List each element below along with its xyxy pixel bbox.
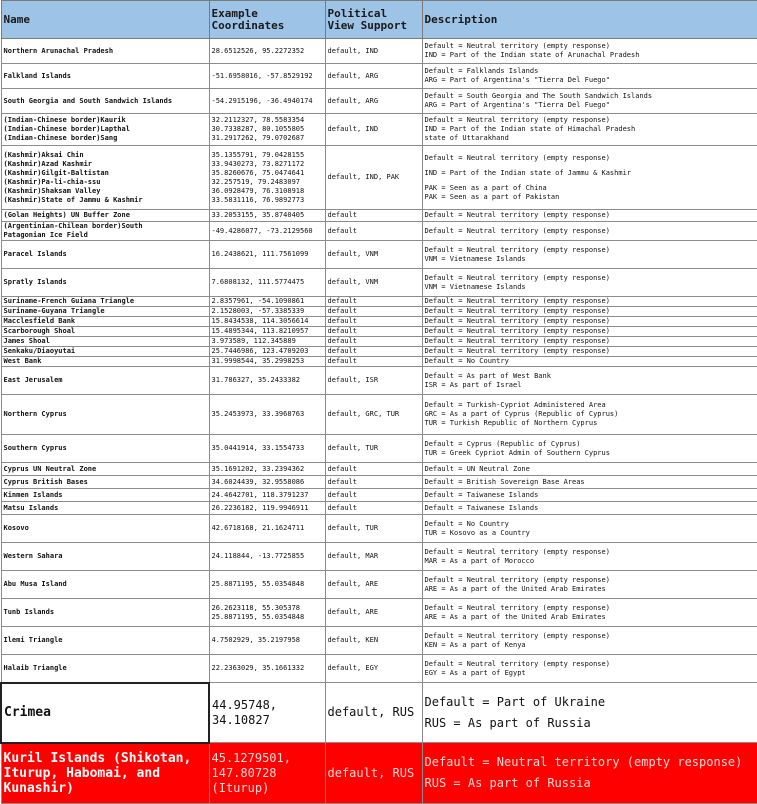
description-line: Default = UN Neutral Zone — [424, 464, 530, 473]
cell-name — [1, 210, 209, 222]
table-row — [1, 307, 757, 317]
cell-description — [422, 347, 757, 357]
description-line: IND = Part of the Indian state of Arunachal Pradesh — [424, 51, 640, 59]
coordinates-line: 42.6718168, 21.1624711 — [211, 524, 305, 532]
table-row — [1, 502, 757, 515]
cell-name — [1, 241, 209, 269]
coordinates-line: 4.7502929, 35.2197958 — [211, 636, 301, 644]
cell-name — [1, 337, 209, 347]
cell-name — [1, 655, 209, 683]
name-line: Falkland Islands — [3, 71, 71, 80]
description-line: Default = Falklands Islands — [424, 67, 539, 75]
description-line: PAK = Seen as a part of Pakistan — [424, 192, 560, 201]
cell-name — [1, 64, 209, 89]
cell-description — [422, 543, 757, 571]
name-line: East Jerusalem — [3, 376, 63, 384]
cell-name — [1, 599, 209, 627]
name-line: (Kashmir)State of Jammu & Kashmir — [3, 195, 143, 204]
cell-description — [422, 571, 757, 599]
name-line: West Bank — [3, 357, 42, 365]
coordinates-line: 25.8871195, 55.0354848 — [211, 612, 305, 621]
table-row — [1, 367, 757, 395]
cell-political-view-support: default, EGY — [325, 655, 422, 683]
cell-coordinates — [209, 743, 325, 804]
cell-name — [1, 357, 209, 367]
description-line: IND = Part of the Indian state of Jammu & Kashmir — [424, 168, 632, 177]
description-line: RUS = As part of Russia — [424, 715, 591, 730]
cell-description — [422, 146, 757, 210]
cell-description — [422, 395, 757, 435]
coordinates-line: 25.7446986, 123.4709203 — [211, 347, 309, 355]
cell-name — [1, 367, 209, 395]
cell-political-view-support: default, ARE — [325, 571, 422, 599]
coordinates-line: 22.2363029, 35.1661332 — [211, 664, 305, 672]
cell-coordinates — [209, 357, 325, 367]
cell-name — [1, 146, 209, 210]
name-line: Macclesfield Bank — [3, 317, 76, 325]
description-line: Default = Neutral territory (empty response) — [424, 755, 743, 769]
name-line: Southern Cyprus — [3, 444, 67, 452]
description-line: ARE = As a part of the United Arab Emirates — [424, 612, 606, 621]
name-line: Northern Arunachal Pradesh — [3, 46, 114, 55]
description-line: KEN = As a part of Kenya — [424, 640, 526, 649]
table-row — [1, 655, 757, 683]
cell-description — [422, 435, 757, 463]
description-line: Default = Taiwanese Islands — [424, 503, 539, 512]
name-line: Suriname-Guyana Triangle — [3, 307, 105, 315]
name-line: (Indian-Chinese border)Lapthal — [3, 125, 130, 133]
cell-political-view-support: default, MAR — [325, 543, 422, 571]
coordinates-line: 25.8871195, 55.0354848 — [211, 580, 305, 588]
description-line: IND = Part of the Indian state of Himachal Pradesh — [424, 125, 636, 133]
header-political-view-support: Political View Support — [325, 1, 422, 39]
name-line: Northern Cyprus — [3, 410, 67, 418]
coordinates-line: 7.6808132, 111.5774475 — [211, 278, 305, 286]
table-row — [1, 571, 757, 599]
cell-coordinates — [209, 489, 325, 502]
description-line: Default = Neutral territory (empty response) — [424, 153, 610, 162]
cell-description — [422, 269, 757, 297]
description-line: VNM = Vietnamese Islands — [424, 254, 526, 263]
cell-name — [1, 683, 209, 743]
description-line: Default = Neutral territory (empty response) — [424, 245, 610, 254]
cell-description — [422, 463, 757, 476]
cell-coordinates — [209, 327, 325, 337]
cell-political-view-support: default, ARG — [325, 89, 422, 114]
coordinates-line: 28.6512526, 95.2272352 — [211, 46, 305, 55]
cell-name — [1, 515, 209, 543]
cell-political-view-support: default — [325, 222, 422, 241]
cell-coordinates — [209, 297, 325, 307]
name-line: Spratly Islands — [3, 278, 67, 286]
name-line: Ilemi Triangle — [3, 636, 63, 644]
description-line: TUR = Turkish Republic of Northern Cyprus — [424, 419, 598, 427]
description-line: Default = British Sovereign Base Areas — [424, 477, 585, 486]
cell-name — [1, 395, 209, 435]
description-line: Default = Neutral territory (empty response) — [424, 116, 610, 124]
description-line: ISR = As part of Israel — [424, 380, 522, 389]
name-line: Cyprus British Bases — [3, 477, 88, 486]
cell-coordinates — [209, 515, 325, 543]
description-line: ARG = Part of Argentina's "Tierra Del Fuego" — [424, 101, 610, 109]
description-line: EGY = As a part of Egypt — [424, 668, 526, 677]
coordinates-line: 31.2917262, 79.0702687 — [211, 134, 305, 142]
cell-political-view-support: default — [325, 463, 422, 476]
description-line: Default = Neutral territory (empty response) — [424, 659, 610, 668]
name-line: Kuril Islands (Shikotan, — [3, 750, 192, 766]
name-line: Kunashir) — [3, 780, 74, 796]
coordinates-line: 44.95748, — [212, 697, 278, 712]
cell-description — [422, 367, 757, 395]
coordinates-line: 33.9430273, 73.8271172 — [211, 159, 305, 168]
cell-description — [422, 476, 757, 489]
cell-coordinates — [209, 210, 325, 222]
table-row — [1, 222, 757, 241]
cell-political-view-support: default — [325, 347, 422, 357]
cell-coordinates — [209, 146, 325, 210]
description-line: Default = Neutral territory (empty response) — [424, 226, 610, 235]
cell-coordinates — [209, 655, 325, 683]
description-line: Default = Neutral territory (empty response) — [424, 603, 610, 612]
coordinates-line: 31.786327, 35.2433382 — [211, 376, 301, 384]
coordinates-line: 33.5831116, 76.9892773 — [211, 195, 305, 204]
coordinates-line: 2.1528003, -57.3385339 — [211, 307, 305, 315]
table-row — [1, 489, 757, 502]
description-line: Default = Neutral territory (empty response) — [424, 575, 610, 584]
name-line: (Kashmir)Gilgit-Baltistan — [3, 168, 109, 177]
cell-name — [1, 114, 209, 146]
cell-description — [422, 683, 757, 743]
description-line: TUR = Greek Cypriot Admin of Southern Cyprus — [424, 448, 610, 457]
name-line: Paracel Islands — [3, 250, 67, 258]
cell-description — [422, 64, 757, 89]
cell-name — [1, 222, 209, 241]
cell-political-view-support: default, RUS — [325, 743, 422, 804]
coordinates-line: 32.257519, 79.2483097 — [211, 177, 301, 186]
coordinates-line: 15.4895344, 113.8210957 — [211, 327, 309, 335]
description-line: Default = Neutral territory (empty response) — [424, 42, 610, 50]
header-description: Description — [422, 1, 757, 39]
cell-coordinates — [209, 89, 325, 114]
cell-description — [422, 222, 757, 241]
description-line: Default = As part of West Bank — [424, 371, 551, 380]
cell-name — [1, 543, 209, 571]
cell-political-view-support: default, KEN — [325, 627, 422, 655]
name-line: (Kashmir)Shaksam Valley — [3, 186, 101, 195]
coordinates-line: 2.8357961, -54.1090861 — [211, 297, 305, 305]
coordinates-line: 24.118844, -13.7725855 — [211, 552, 305, 560]
description-line: TUR = Kosovo as a Country — [424, 528, 530, 537]
cell-coordinates — [209, 599, 325, 627]
coordinates-line: 16.2438621, 111.7561099 — [211, 250, 309, 258]
coordinates-line: 35.0441914, 33.1554733 — [211, 444, 305, 452]
cell-coordinates — [209, 543, 325, 571]
name-line: (Kashmir)Azad Kashmir — [3, 159, 93, 168]
cell-coordinates — [209, 317, 325, 327]
cell-name — [1, 463, 209, 476]
name-line: Suriname-French Guiana Triangle — [3, 297, 135, 305]
coordinates-line: 26.2236182, 119.9946911 — [211, 503, 309, 512]
table-row — [1, 347, 757, 357]
name-line: Crimea — [4, 705, 51, 720]
cell-political-view-support: default, IND — [325, 114, 422, 146]
description-line: Default = Neutral territory (empty response) — [424, 297, 610, 305]
name-line: (Indian-Chinese border)Kaurik — [3, 116, 126, 124]
coordinates-line: 26.2623118, 55.305378 — [211, 603, 301, 612]
header-name: Name — [1, 1, 209, 39]
cell-coordinates — [209, 476, 325, 489]
cell-coordinates — [209, 269, 325, 297]
description-line: MAR = As a part of Morocco — [424, 556, 535, 565]
table-row — [1, 627, 757, 655]
cell-description — [422, 297, 757, 307]
cell-name — [1, 269, 209, 297]
table-row — [1, 337, 757, 347]
table-row — [1, 64, 757, 89]
table-row — [1, 463, 757, 476]
table-row — [1, 114, 757, 146]
cell-description — [422, 39, 757, 64]
cell-description — [422, 307, 757, 317]
description-line: ARG = Part of Argentina's "Tierra Del Fuego" — [424, 76, 610, 84]
name-line: (Argentinian-Chilean border)South — [3, 222, 143, 230]
name-line: James Shoal — [3, 337, 50, 345]
coordinates-line: 30.7338287, 80.1055805 — [211, 125, 305, 133]
cell-name — [1, 476, 209, 489]
description-line: RUS = As part of Russia — [424, 776, 591, 790]
cell-political-view-support: default — [325, 357, 422, 367]
cell-name — [1, 39, 209, 64]
description-line: Default = No Country — [424, 519, 509, 528]
table-row — [1, 89, 757, 114]
coordinates-line: 35.1355791, 79.0428155 — [211, 150, 305, 159]
coordinates-line: 45.1279501, — [211, 750, 291, 765]
coordinates-line: 34.6024439, 32.9558086 — [211, 477, 305, 486]
name-line: Western Sahara — [3, 552, 63, 560]
cell-coordinates — [209, 64, 325, 89]
cell-coordinates — [209, 463, 325, 476]
table-row — [1, 241, 757, 269]
cell-coordinates — [209, 347, 325, 357]
cell-description — [422, 241, 757, 269]
cell-coordinates — [209, 435, 325, 463]
cell-coordinates — [209, 307, 325, 317]
table-row — [1, 297, 757, 307]
cell-name — [1, 743, 209, 804]
cell-name — [1, 627, 209, 655]
cell-coordinates — [209, 114, 325, 146]
coordinates-line: 35.8260676, 75.0474641 — [211, 168, 305, 177]
coordinates-line: 34.10827 — [212, 712, 270, 727]
cell-political-view-support: default, TUR — [325, 435, 422, 463]
description-line: Default = Neutral territory (empty response) — [424, 317, 610, 325]
table-body — [1, 39, 757, 804]
name-line: Abu Musa Island — [3, 580, 67, 588]
cell-political-view-support: default, RUS — [325, 683, 422, 743]
cell-description — [422, 317, 757, 327]
name-line: (Kashmir)Aksai Chin — [3, 150, 84, 159]
cell-description — [422, 489, 757, 502]
cell-description — [422, 502, 757, 515]
table-row — [1, 395, 757, 435]
cell-political-view-support: default — [325, 502, 422, 515]
coordinates-line: 33.2053155, 35.8740405 — [211, 211, 305, 219]
cell-coordinates — [209, 337, 325, 347]
table-row — [1, 476, 757, 489]
cell-name — [1, 89, 209, 114]
table-row — [1, 39, 757, 64]
name-line: Kinmen Islands — [3, 490, 63, 499]
description-line: Default = Neutral territory (empty response) — [424, 273, 610, 282]
cell-political-view-support: default, VNM — [325, 269, 422, 297]
coordinates-line: 31.9998544, 35.2998253 — [211, 357, 305, 365]
description-line: GRC = As a part of Cyprus (Republic of Cyprus) — [424, 410, 619, 418]
cell-political-view-support: default — [325, 327, 422, 337]
description-line: Default = No Country — [424, 357, 509, 365]
cell-description — [422, 89, 757, 114]
coordinates-line: -51.6958016, -57.8529192 — [211, 71, 313, 80]
name-line: Matsu Islands — [3, 503, 59, 512]
description-line: Default = Cyprus (Republic of Cyprus) — [424, 439, 581, 448]
coordinates-line: 35.1691202, 33.2394362 — [211, 464, 305, 473]
cell-coordinates — [209, 571, 325, 599]
cell-name — [1, 571, 209, 599]
table-row — [1, 683, 757, 743]
coordinates-line: 147.80728 — [211, 765, 277, 780]
coordinates-line: 24.4642701, 118.3791237 — [211, 490, 309, 499]
cell-name — [1, 347, 209, 357]
description-line: Default = Neutral territory (empty response) — [424, 307, 610, 315]
name-line: (Kashmir)Pa-li-chia-ssu — [3, 177, 101, 186]
name-line: (Golan Heights) UN Buffer Zone — [3, 211, 130, 219]
cell-description — [422, 599, 757, 627]
description-line: Default = South Georgia and The South Sandwich Islands — [424, 92, 653, 100]
coordinates-line: -49.4286077, -73.2129560 — [211, 226, 313, 235]
cell-name — [1, 297, 209, 307]
table-row — [1, 599, 757, 627]
table-row — [1, 435, 757, 463]
coordinates-line: 15.8434538, 114.3056614 — [211, 317, 309, 325]
cell-description — [422, 515, 757, 543]
table-row — [1, 515, 757, 543]
cell-description — [422, 627, 757, 655]
coordinates-line: 3.973589, 112.345889 — [211, 337, 296, 345]
description-line: VNM = Vietnamese Islands — [424, 282, 526, 291]
cell-description — [422, 655, 757, 683]
cell-political-view-support: default, ISR — [325, 367, 422, 395]
cell-coordinates — [209, 39, 325, 64]
cell-political-view-support: default, TUR — [325, 515, 422, 543]
description-line: Default = Neutral territory (empty response) — [424, 211, 610, 219]
name-line: Kosovo — [3, 524, 29, 532]
cell-name — [1, 435, 209, 463]
description-line: Default = Neutral territory (empty response) — [424, 327, 610, 335]
cell-description — [422, 327, 757, 337]
cell-political-view-support: default, IND — [325, 39, 422, 64]
table-row — [1, 743, 757, 804]
coordinates-line: 36.0928479, 76.3108918 — [211, 186, 305, 195]
name-line: Halaib Triangle — [3, 663, 67, 672]
cell-description — [422, 357, 757, 367]
table-row — [1, 327, 757, 337]
cell-political-view-support: default, IND, PAK — [325, 146, 422, 210]
cell-political-view-support: default — [325, 337, 422, 347]
cell-coordinates — [209, 367, 325, 395]
description-line: Default = Neutral territory (empty response) — [424, 547, 610, 556]
table-row — [1, 146, 757, 210]
description-line: ARE = As a part of the United Arab Emirates — [424, 584, 606, 593]
table-row — [1, 357, 757, 367]
name-line: South Georgia and South Sandwich Islands — [3, 96, 173, 105]
cell-political-view-support: default — [325, 476, 422, 489]
cell-description — [422, 114, 757, 146]
cell-coordinates — [209, 502, 325, 515]
cell-name — [1, 489, 209, 502]
cell-description — [422, 210, 757, 222]
table-row — [1, 317, 757, 327]
name-line: Tunb Islands — [3, 608, 55, 616]
cell-political-view-support: default — [325, 307, 422, 317]
cell-name — [1, 307, 209, 317]
name-line: Senkaku/Diaoyutai — [3, 347, 76, 355]
coordinates-line: 35.2453973, 33.3968763 — [211, 410, 305, 418]
cell-coordinates — [209, 395, 325, 435]
cell-name — [1, 502, 209, 515]
name-line: Iturup, Habomai, and — [3, 765, 161, 781]
cell-political-view-support: default, VNM — [325, 241, 422, 269]
description-line: Default = Neutral territory (empty response) — [424, 337, 610, 345]
cell-name — [1, 327, 209, 337]
description-line: PAK = Seen as a part of China — [424, 183, 547, 192]
table-row — [1, 210, 757, 222]
cell-political-view-support: default, ARE — [325, 599, 422, 627]
description-line: state of Uttarakhand — [424, 134, 509, 142]
cell-name — [1, 317, 209, 327]
name-line: (Indian-Chinese border)Sang — [3, 134, 118, 142]
table-row — [1, 269, 757, 297]
coordinates-line: 32.2112327, 78.5583354 — [211, 116, 305, 124]
description-line: Default = Taiwanese Islands — [424, 490, 539, 499]
cell-political-view-support: default — [325, 210, 422, 222]
header-coordinates: Example Coordinates — [209, 1, 325, 39]
cell-political-view-support: default — [325, 297, 422, 307]
coordinates-line: -54.2915196, -36.4940174 — [211, 96, 313, 105]
description-line: Default = Neutral territory (empty response) — [424, 347, 610, 355]
cell-political-view-support: default, GRC, TUR — [325, 395, 422, 435]
cell-coordinates — [209, 683, 325, 743]
cell-description — [422, 743, 757, 804]
cell-description — [422, 337, 757, 347]
description-line: Default = Turkish-Cypriot Administered Area — [424, 401, 606, 409]
cell-political-view-support: default — [325, 317, 422, 327]
description-line: Default = Part of Ukraine — [424, 694, 606, 709]
name-line: Scarborough Shoal — [3, 327, 76, 335]
cell-political-view-support: default, ARG — [325, 64, 422, 89]
cell-coordinates — [209, 627, 325, 655]
coordinates-line: (Iturup) — [211, 780, 270, 795]
name-line: Cyprus UN Neutral Zone — [3, 464, 97, 473]
table-row — [1, 543, 757, 571]
cell-political-view-support: default — [325, 489, 422, 502]
cell-coordinates — [209, 241, 325, 269]
cell-coordinates — [209, 222, 325, 241]
description-line: Default = Neutral territory (empty response) — [424, 631, 610, 640]
name-line: Patagonian Ice Field — [3, 231, 88, 239]
header-row — [1, 1, 757, 39]
